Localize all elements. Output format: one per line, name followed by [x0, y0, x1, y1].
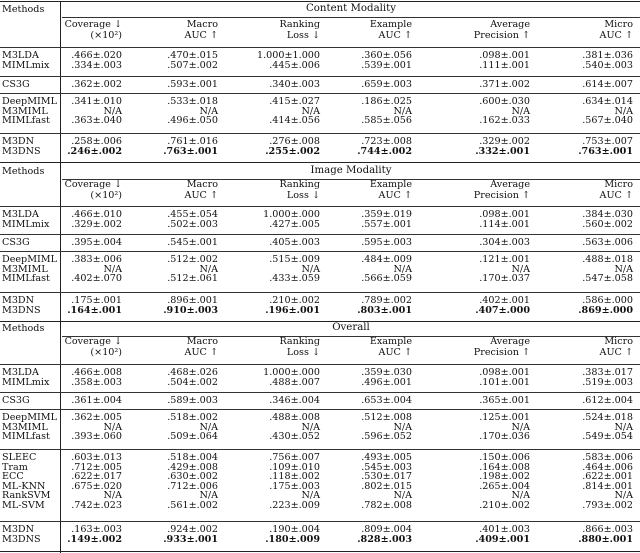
metric-value: .464±.006	[582, 461, 633, 473]
metric-value: .896±.001	[167, 295, 218, 306]
rule-line	[0, 521, 640, 522]
metric-value: N/A	[511, 263, 530, 275]
column-header-sub: Loss ↓	[286, 190, 320, 201]
metric-value: .622±.017	[71, 471, 122, 483]
metric-value: .276±.008	[269, 136, 320, 147]
metric-value: .361±.004	[71, 395, 122, 406]
metric-value: .595±.003	[361, 237, 412, 248]
column-header: Coverage ↓	[64, 336, 122, 347]
metric-value: .828±.003	[357, 533, 412, 545]
column-header-sub: Precision ↑	[473, 30, 530, 41]
metric-value: N/A	[103, 421, 122, 433]
metric-value: .603±.013	[71, 452, 122, 463]
metric-value: .803±.001	[357, 304, 412, 316]
metric-value: .809±.004	[361, 524, 412, 535]
rule-line	[0, 364, 640, 365]
metric-value: .488±.008	[269, 412, 320, 423]
metric-value: .496±.001	[361, 376, 412, 388]
metric-value: .600±.030	[479, 96, 530, 107]
column-header-sub: AUC ↑	[184, 30, 218, 41]
metric-value: .524±.018	[582, 412, 633, 423]
metric-value: .515±.009	[269, 254, 320, 265]
metric-value: .566±.059	[361, 273, 412, 285]
column-header-sub: AUC ↑	[378, 347, 412, 358]
metric-value: .659±.003	[361, 79, 412, 90]
metric-value: .519±.003	[582, 376, 633, 388]
metric-value: .210±.002	[479, 500, 530, 511]
metric-value: .561±.002	[167, 500, 218, 511]
metric-value: .118±.002	[269, 471, 320, 483]
metric-value: .533±.018	[167, 96, 218, 107]
metric-value: .634±.014	[582, 96, 633, 107]
metric-value: .407±.000	[475, 304, 530, 316]
metric-value: .114±.001	[479, 218, 530, 230]
metric-value: N/A	[103, 263, 122, 275]
metric-value: .586±.000	[582, 295, 633, 306]
metric-value: .395±.004	[71, 237, 122, 248]
metric-value: .121±.001	[479, 254, 530, 265]
metric-value: N/A	[393, 263, 412, 275]
rule-line	[0, 133, 640, 134]
metric-value: .630±.002	[167, 471, 218, 483]
metric-value: N/A	[393, 105, 412, 117]
metric-value: .549±.054	[582, 431, 633, 443]
metric-value: .098±.001	[479, 209, 530, 220]
method-name: CS3G	[2, 79, 30, 90]
metric-value: .502±.003	[167, 218, 218, 230]
metric-value: .162±.033	[479, 115, 530, 127]
metric-value: 1.000±1.000	[257, 50, 320, 61]
method-name: SLEEC	[2, 452, 37, 463]
rule-line	[0, 47, 640, 48]
metric-value: N/A	[301, 105, 320, 117]
metric-value: .359±.030	[361, 367, 412, 378]
metric-value: .509±.064	[167, 431, 218, 443]
column-header-sub: Precision ↑	[473, 347, 530, 358]
column-header: Micro	[604, 179, 633, 190]
metric-value: .304±.003	[479, 237, 530, 248]
metric-value: .866±.003	[582, 524, 633, 535]
metric-value: .557±.001	[361, 218, 412, 230]
metric-value: .814±.001	[582, 480, 633, 492]
metric-value: .545±.003	[361, 461, 412, 473]
metric-value: N/A	[103, 490, 122, 502]
method-name: M3DNS	[2, 145, 41, 157]
metric-value: .360±.056	[361, 50, 412, 61]
method-name: MIMLfast	[2, 115, 50, 127]
metric-value: .614±.007	[582, 79, 633, 90]
metric-value: .371±.002	[479, 79, 530, 90]
rule-line	[0, 409, 640, 410]
method-name: MIMLfast	[2, 273, 50, 285]
metric-value: .484±.009	[361, 254, 412, 265]
metric-value: .198±.002	[479, 471, 530, 483]
method-name: M3MIML	[2, 263, 48, 275]
metric-value: .358±.003	[71, 376, 122, 388]
metric-value: .223±.009	[269, 500, 320, 511]
metric-value: N/A	[199, 105, 218, 117]
metric-value: .163±.003	[71, 524, 122, 535]
metric-value: .332±.001	[475, 145, 530, 157]
metric-value: .596±.052	[361, 431, 412, 443]
column-header-sub: AUC ↑	[184, 347, 218, 358]
metric-value: N/A	[199, 490, 218, 502]
metric-value: .149±.002	[67, 533, 122, 545]
column-header-sub: (×10²)	[90, 190, 122, 201]
metric-value: .802±.015	[361, 480, 412, 492]
metric-value: .415±.027	[269, 96, 320, 107]
rule-line	[0, 392, 640, 393]
metric-value: .583±.006	[582, 452, 633, 463]
column-header: Coverage ↓	[64, 179, 122, 190]
method-name: RankSVM	[2, 490, 51, 502]
method-name: DeepMIML	[2, 96, 57, 107]
metric-value: .363±.040	[71, 115, 122, 127]
metric-value: .763±.001	[578, 145, 633, 157]
metric-value: .455±.054	[167, 209, 218, 220]
metric-value: .346±.004	[269, 395, 320, 406]
column-divider	[60, 1, 61, 162]
metric-value: .334±.003	[71, 59, 122, 71]
metric-value: .540±.003	[582, 59, 633, 71]
metric-value: .430±.052	[269, 431, 320, 443]
metric-value: .910±.003	[163, 304, 218, 316]
method-name: M3DNS	[2, 533, 41, 545]
column-divider	[60, 162, 61, 321]
method-name: ML-SVM	[2, 500, 45, 511]
method-name: M3DN	[2, 295, 35, 306]
method-name: CS3G	[2, 395, 30, 406]
metric-value: .723±.008	[361, 136, 412, 147]
metric-value: .488±.018	[582, 254, 633, 265]
metric-value: .612±.004	[582, 395, 633, 406]
metric-value: .466±.010	[71, 209, 122, 220]
metric-value: .401±.003	[479, 524, 530, 535]
metric-value: .547±.058	[582, 273, 633, 285]
metric-value: .170±.037	[479, 273, 530, 285]
metric-value: .869±.000	[578, 304, 633, 316]
metric-value: 1.000±.000	[263, 209, 320, 220]
rule-line	[0, 292, 640, 293]
metric-value: .362±.002	[71, 79, 122, 90]
metric-value: .340±.003	[269, 79, 320, 90]
column-header: Average	[490, 179, 530, 190]
rule-line	[62, 179, 640, 180]
methods-label: Methods	[2, 166, 45, 177]
metric-value: .712±.006	[167, 480, 218, 492]
metric-value: .255±.002	[265, 145, 320, 157]
column-header-sub: (×10²)	[90, 30, 122, 41]
metric-value: .445±.006	[269, 59, 320, 71]
metric-value: .150±.006	[479, 452, 530, 463]
method-name: M3DN	[2, 136, 35, 147]
metric-value: .210±.002	[269, 295, 320, 306]
metric-value: .589±.003	[167, 395, 218, 406]
metric-value: .384±.030	[582, 209, 633, 220]
metric-value: .164±.001	[67, 304, 122, 316]
column-header: Macro	[186, 336, 218, 347]
metric-value: N/A	[301, 421, 320, 433]
column-header-sub: AUC ↑	[599, 347, 633, 358]
column-header: Ranking	[279, 19, 320, 30]
method-name: DeepMIML	[2, 254, 57, 265]
metric-value: .111±.001	[479, 59, 530, 71]
metric-value: .196±.001	[265, 304, 320, 316]
metric-value: .409±.001	[475, 533, 530, 545]
column-header-sub: Loss ↓	[286, 347, 320, 358]
metric-value: .567±.040	[582, 115, 633, 127]
metric-value: .125±.001	[479, 412, 530, 423]
metric-value: .098±.001	[479, 50, 530, 61]
metric-value: .383±.017	[582, 367, 633, 378]
metric-value: N/A	[199, 263, 218, 275]
column-header: Coverage ↓	[64, 19, 122, 30]
metric-value: .793±.002	[582, 500, 633, 511]
metric-value: .365±.001	[479, 395, 530, 406]
metric-value: .496±.050	[167, 115, 218, 127]
rule-line	[0, 1, 640, 2]
metric-value: .585±.056	[361, 115, 412, 127]
metric-value: .265±.004	[479, 480, 530, 492]
metric-value: .101±.001	[479, 376, 530, 388]
metric-value: .488±.007	[269, 376, 320, 388]
metric-value: .468±.026	[167, 367, 218, 378]
metric-value: N/A	[614, 105, 633, 117]
metric-value: .782±.008	[361, 500, 412, 511]
method-name: M3DN	[2, 524, 35, 535]
metric-value: .761±.016	[167, 136, 218, 147]
metric-value: .175±.003	[269, 480, 320, 492]
column-header: Average	[490, 19, 530, 30]
metric-value: N/A	[301, 263, 320, 275]
metric-value: .362±.005	[71, 412, 122, 423]
method-name: ML-KNN	[2, 480, 46, 492]
metric-value: .493±.005	[361, 452, 412, 463]
methods-label: Methods	[2, 4, 45, 15]
column-divider	[60, 321, 61, 553]
metric-value: N/A	[511, 421, 530, 433]
method-name: MIMLfast	[2, 431, 50, 443]
metric-value: N/A	[393, 490, 412, 502]
metric-value: .109±.010	[269, 461, 320, 473]
method-name: CS3G	[2, 237, 30, 248]
metric-value: .924±.002	[167, 524, 218, 535]
metric-value: .712±.005	[71, 461, 122, 473]
metric-value: .433±.059	[269, 273, 320, 285]
metric-value: .258±.006	[71, 136, 122, 147]
column-header: Average	[490, 336, 530, 347]
metric-value: 1.000±.000	[263, 367, 320, 378]
metric-value: N/A	[103, 105, 122, 117]
column-header: Example	[369, 19, 412, 30]
metric-value: .507±.002	[167, 59, 218, 71]
metric-value: .341±.010	[71, 96, 122, 107]
rule-line	[0, 162, 640, 163]
column-header: Example	[369, 336, 412, 347]
method-name: M3MIML	[2, 421, 48, 433]
method-name: M3LDA	[2, 50, 39, 61]
column-header: Micro	[604, 336, 633, 347]
metric-value: N/A	[511, 105, 530, 117]
column-header-sub: Loss ↓	[286, 30, 320, 41]
column-header-sub: AUC ↑	[184, 190, 218, 201]
metric-value: .402±.070	[71, 273, 122, 285]
column-header-sub: Precision ↑	[473, 190, 530, 201]
metric-value: .880±.001	[578, 533, 633, 545]
metric-value: .329±.002	[71, 218, 122, 230]
methods-label: Methods	[2, 323, 45, 334]
method-name: M3MIML	[2, 105, 48, 117]
section-title: Overall	[332, 322, 370, 333]
metric-value: .414±.056	[269, 115, 320, 127]
metric-value: .518±.004	[167, 452, 218, 463]
method-name: DeepMIML	[2, 412, 57, 423]
metric-value: .466±.020	[71, 50, 122, 61]
section-title: Content Modality	[305, 3, 397, 14]
metric-value: N/A	[511, 490, 530, 502]
metric-value: .512±.061	[167, 273, 218, 285]
metric-value: .756±.007	[269, 452, 320, 463]
metric-value: N/A	[301, 490, 320, 502]
column-header: Macro	[186, 179, 218, 190]
column-header: Ranking	[279, 336, 320, 347]
method-name: M3DNS	[2, 304, 41, 316]
column-header-sub: (×10²)	[90, 347, 122, 358]
rule-line	[0, 76, 640, 77]
metric-value: .246±.002	[67, 145, 122, 157]
column-header-sub: AUC ↑	[378, 190, 412, 201]
metric-value: .504±.002	[167, 376, 218, 388]
metric-value: .512±.002	[167, 254, 218, 265]
rule-line	[62, 336, 640, 337]
rule-line	[0, 449, 640, 450]
metric-value: .180±.009	[265, 533, 320, 545]
metric-value: .429±.008	[167, 461, 218, 473]
column-header-sub: AUC ↑	[599, 190, 633, 201]
rule-line	[62, 17, 640, 18]
metric-value: .675±.020	[71, 480, 122, 492]
method-name: M3LDA	[2, 367, 39, 378]
method-name: Tram	[2, 461, 28, 473]
metric-value: .539±.001	[361, 59, 412, 71]
rule-line	[0, 251, 640, 252]
metric-value: .753±.007	[582, 136, 633, 147]
metric-value: .164±.008	[479, 461, 530, 473]
column-header-sub: AUC ↑	[599, 30, 633, 41]
metric-value: .744±.002	[357, 145, 412, 157]
metric-value: .530±.017	[361, 471, 412, 483]
metric-value: .186±.025	[361, 96, 412, 107]
metric-value: .512±.008	[361, 412, 412, 423]
column-header: Macro	[186, 19, 218, 30]
metric-value: .190±.004	[269, 524, 320, 535]
metric-value: .381±.036	[582, 50, 633, 61]
metric-value: .933±.001	[163, 533, 218, 545]
metric-value: .653±.004	[361, 395, 412, 406]
metric-value: N/A	[614, 263, 633, 275]
metric-value: N/A	[614, 490, 633, 502]
metric-value: .329±.002	[479, 136, 530, 147]
metric-value: .789±.002	[361, 295, 412, 306]
method-name: ECC	[2, 471, 24, 483]
metric-value: .170±.036	[479, 431, 530, 443]
section-title: Image Modality	[310, 165, 392, 176]
metric-value: .742±.023	[71, 500, 122, 511]
metric-value: .383±.006	[71, 254, 122, 265]
metric-value: .470±.015	[167, 50, 218, 61]
metric-value: .402±.001	[479, 295, 530, 306]
metric-value: .560±.002	[582, 218, 633, 230]
method-name: MIMLmix	[2, 59, 50, 71]
metric-value: N/A	[199, 421, 218, 433]
rule-line	[0, 206, 640, 207]
metric-value: .593±.001	[167, 79, 218, 90]
metric-value: .359±.019	[361, 209, 412, 220]
method-name: MIMLmix	[2, 376, 50, 388]
metric-value: .405±.003	[269, 237, 320, 248]
metric-value: .393±.060	[71, 431, 122, 443]
method-name: MIMLmix	[2, 218, 50, 230]
rule-line	[0, 551, 640, 552]
method-name: M3LDA	[2, 209, 39, 220]
metric-value: N/A	[393, 421, 412, 433]
metric-value: .763±.001	[163, 145, 218, 157]
column-header: Micro	[604, 19, 633, 30]
column-header: Ranking	[279, 179, 320, 190]
metric-value: N/A	[614, 421, 633, 433]
column-header-sub: AUC ↑	[378, 30, 412, 41]
metric-value: .427±.005	[269, 218, 320, 230]
rule-line	[0, 93, 640, 94]
metric-value: .098±.001	[479, 367, 530, 378]
rule-line	[0, 234, 640, 235]
column-header: Example	[369, 179, 412, 190]
metric-value: .622±.001	[582, 471, 633, 483]
metric-value: .545±.001	[167, 237, 218, 248]
metric-value: .518±.002	[167, 412, 218, 423]
metric-value: .466±.008	[71, 367, 122, 378]
metric-value: .175±.001	[71, 295, 122, 306]
metric-value: .563±.006	[582, 237, 633, 248]
